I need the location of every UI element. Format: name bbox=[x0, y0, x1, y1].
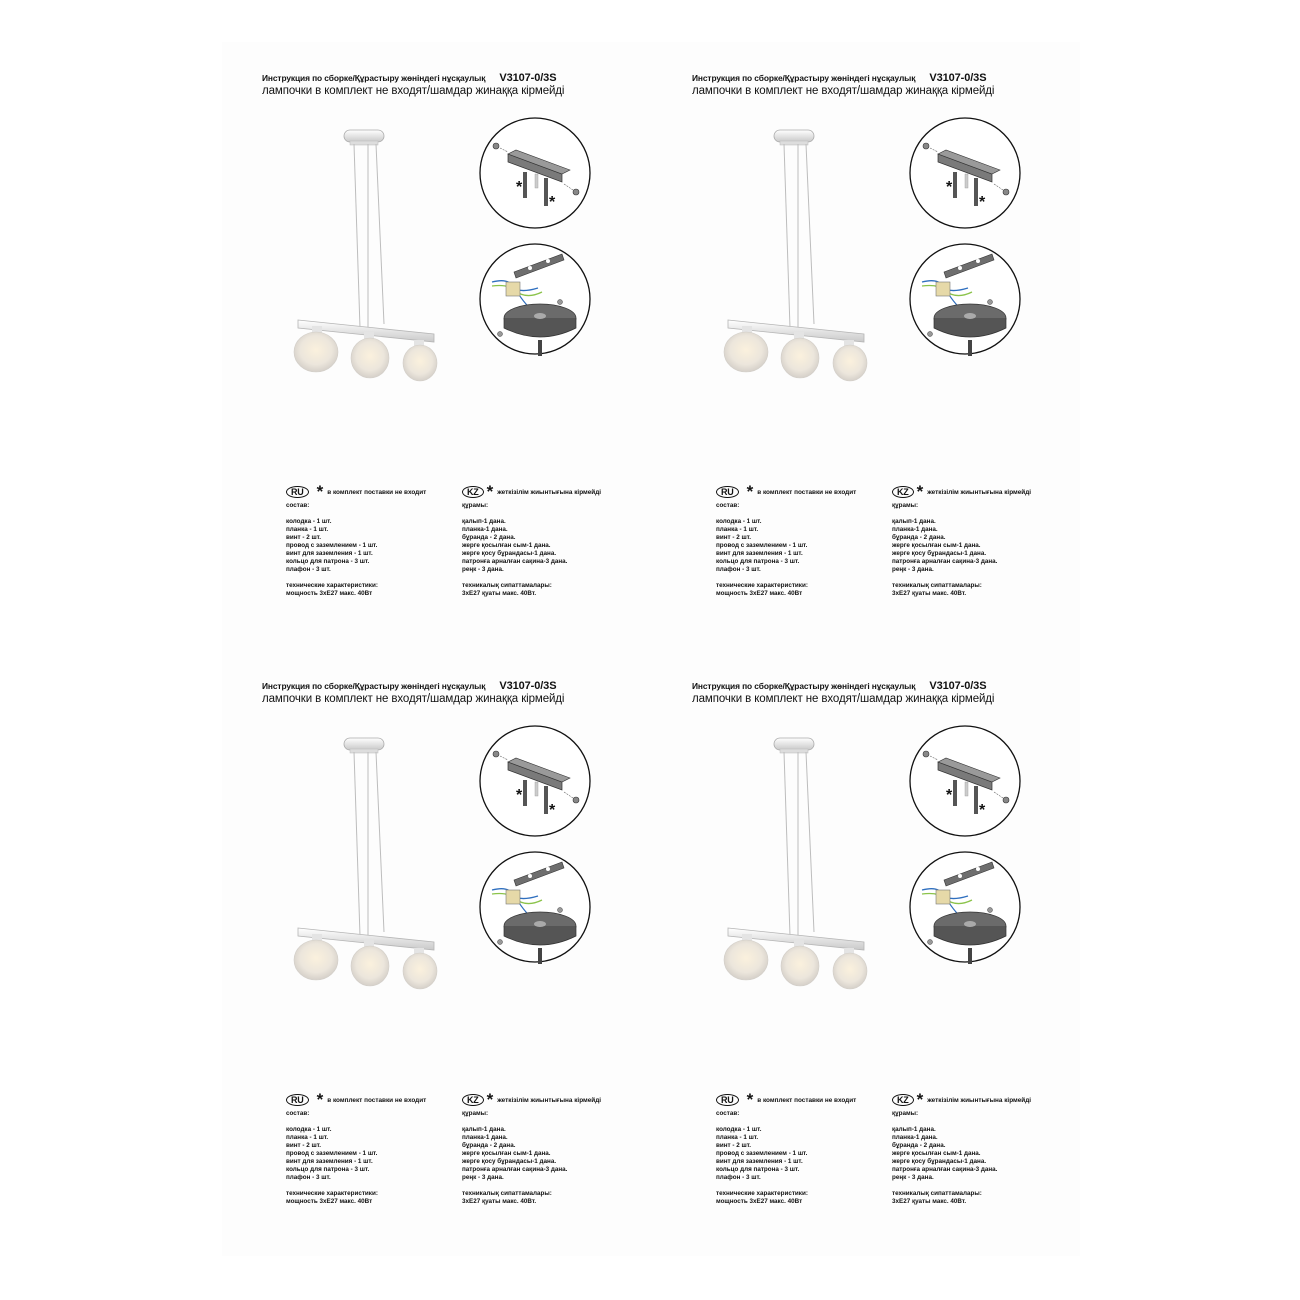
list-item: жерге қосылған сым-1 дана. bbox=[462, 542, 551, 549]
instruction-panel bbox=[692, 680, 1122, 1288]
list-item: қалып-1 дана. bbox=[462, 518, 506, 525]
list-item: патронға арналған сақина-3 дана. bbox=[462, 558, 568, 565]
ru-specs-title: технические характеристики: bbox=[286, 1190, 378, 1197]
kz-badge: KZ bbox=[462, 1094, 484, 1106]
pendant-lamp-illustration bbox=[718, 120, 878, 390]
list-item: винт для заземления - 1 шт. bbox=[286, 550, 373, 557]
bracket-mounting-detail-icon bbox=[478, 116, 592, 230]
not-included-marker: * bbox=[979, 194, 986, 211]
list-item: қалып-1 дана. bbox=[892, 1126, 936, 1133]
list-item: плафон - 3 шт. bbox=[286, 1174, 331, 1181]
list-item: провод с заземлением - 1 шт. bbox=[716, 1150, 808, 1157]
list-item: жерге қосу бұрандасы-1 дана. bbox=[892, 1158, 987, 1165]
not-included-marker: * bbox=[516, 179, 523, 196]
pendant-lamp-illustration bbox=[288, 120, 448, 390]
list-item: бұранда - 2 дана. bbox=[892, 1142, 946, 1149]
ru-badge: RU bbox=[716, 1094, 739, 1106]
ru-contents-title: состав: bbox=[716, 1110, 740, 1117]
ru-legend bbox=[286, 1092, 426, 1108]
list-item: провод с заземлением - 1 шт. bbox=[716, 542, 808, 549]
list-item: планка-1 дана. bbox=[892, 1134, 938, 1141]
list-item: винт - 2 шт. bbox=[716, 1142, 752, 1149]
list-item: бұранда - 2 дана. bbox=[462, 534, 516, 541]
kz-note: жеткізілім жиынтығына кірмейді bbox=[927, 488, 1032, 496]
kz-legend bbox=[892, 1092, 1031, 1108]
ru-note: в комплект поставки не входит bbox=[757, 488, 857, 496]
ru-contents-title: состав: bbox=[716, 502, 740, 509]
kz-contents-title: құрамы: bbox=[892, 502, 919, 509]
pendant-lamp-illustration bbox=[718, 728, 878, 998]
asterisk-icon: * bbox=[916, 482, 924, 501]
kz-badge: KZ bbox=[892, 486, 914, 498]
kz-contents bbox=[892, 1110, 997, 1206]
bulbs-not-included-note: лампочки в комплект не входят/шамдар жинаққа кірмейді bbox=[692, 85, 995, 97]
list-item: жерге қосу бұрандасы-1 дана. bbox=[892, 550, 987, 557]
model-number: V3107-0/3S bbox=[499, 680, 557, 692]
list-item: патронға арналған сақина-3 дана. bbox=[892, 1166, 998, 1173]
kz-note: жеткізілім жиынтығына кірмейді bbox=[497, 488, 602, 496]
ru-contents bbox=[716, 502, 808, 598]
ru-note: в комплект поставки не входит bbox=[327, 1096, 427, 1104]
model-number: V3107-0/3S bbox=[499, 72, 557, 84]
kz-power: 3хЕ27 қуаты макс. 40Вт. bbox=[892, 1198, 967, 1205]
list-item: қалып-1 дана. bbox=[462, 1126, 506, 1133]
list-item: плафон - 3 шт. bbox=[716, 1174, 761, 1181]
instruction-panel bbox=[692, 72, 1122, 680]
list-item: планка - 1 шт. bbox=[286, 526, 329, 533]
list-item: реңк - 3 дана. bbox=[892, 566, 934, 573]
instruction-title: Инструкция по сборке/Құрастыру жөніндегі нұсқаулық V3107-0/3S bbox=[692, 680, 987, 692]
ru-specs-title: технические характеристики: bbox=[716, 582, 808, 589]
ru-legend bbox=[286, 484, 426, 500]
list-item: винт для заземления - 1 шт. bbox=[286, 1158, 373, 1165]
model-number: V3107-0/3S bbox=[929, 680, 987, 692]
instruction-panel bbox=[262, 680, 692, 1288]
list-item: колодка - 1 шт. bbox=[716, 1126, 762, 1133]
ru-badge: RU bbox=[716, 486, 739, 498]
not-included-marker: * bbox=[979, 802, 986, 819]
kz-contents-title: құрамы: bbox=[462, 1110, 489, 1117]
not-included-marker: * bbox=[549, 194, 556, 211]
list-item: кольцо для патрона - 3 шт. bbox=[716, 1166, 800, 1173]
ru-contents-title: состав: bbox=[286, 502, 310, 509]
ru-specs-title: технические характеристики: bbox=[286, 582, 378, 589]
list-item: планка-1 дана. bbox=[462, 1134, 508, 1141]
list-item: винт для заземления - 1 шт. bbox=[716, 1158, 803, 1165]
list-item: жерге қосылған сым-1 дана. bbox=[462, 1150, 551, 1157]
model-number: V3107-0/3S bbox=[929, 72, 987, 84]
list-item: колодка - 1 шт. bbox=[286, 1126, 332, 1133]
list-item: бұранда - 2 дана. bbox=[462, 1142, 516, 1149]
list-item: плафон - 3 шт. bbox=[716, 566, 761, 573]
not-included-marker: * bbox=[549, 802, 556, 819]
ru-power: мощность 3хЕ27 макс. 40Вт bbox=[286, 1198, 373, 1205]
bracket-mounting-detail-icon bbox=[908, 116, 1022, 230]
list-item: колодка - 1 шт. bbox=[286, 518, 332, 525]
list-item: жерге қосылған сым-1 дана. bbox=[892, 1150, 981, 1157]
instruction-title: Инструкция по сборке/Құрастыру жөніндегі нұсқаулық V3107-0/3S bbox=[692, 72, 987, 84]
bracket-mounting-detail-icon bbox=[908, 724, 1022, 838]
ru-contents bbox=[286, 502, 378, 598]
asterisk-icon: * bbox=[916, 1090, 924, 1109]
not-included-marker: * bbox=[516, 787, 523, 804]
kz-contents-title: құрамы: bbox=[892, 1110, 919, 1117]
ru-specs-title: технические характеристики: bbox=[716, 1190, 808, 1197]
kz-specs-title: техникалық сипаттамалары: bbox=[892, 582, 982, 589]
list-item: реңк - 3 дана. bbox=[462, 566, 504, 573]
list-item: винт - 2 шт. bbox=[716, 534, 752, 541]
list-item: плафон - 3 шт. bbox=[286, 566, 331, 573]
ru-contents bbox=[286, 1110, 378, 1206]
bulbs-not-included-note: лампочки в комплект не входят/шамдар жинаққа кірмейді bbox=[262, 693, 565, 705]
ru-note: в комплект поставки не входит bbox=[327, 488, 427, 496]
list-item: планка-1 дана. bbox=[892, 526, 938, 533]
list-item: реңк - 3 дана. bbox=[892, 1174, 934, 1181]
kz-power: 3хЕ27 қуаты макс. 40Вт. bbox=[462, 590, 537, 597]
not-included-marker: * bbox=[946, 787, 953, 804]
instruction-title: Инструкция по сборке/Құрастыру жөніндегі нұсқаулық V3107-0/3S bbox=[262, 72, 557, 84]
ru-legend bbox=[716, 1092, 856, 1108]
pendant-lamp-illustration bbox=[288, 728, 448, 998]
kz-specs-title: техникалық сипаттамалары: bbox=[462, 1190, 552, 1197]
list-item: винт - 2 шт. bbox=[286, 534, 322, 541]
ru-power: мощность 3хЕ27 макс. 40Вт bbox=[716, 1198, 803, 1205]
list-item: қалып-1 дана. bbox=[892, 518, 936, 525]
ru-note: в комплект поставки не входит bbox=[757, 1096, 857, 1104]
list-item: патронға арналған сақина-3 дана. bbox=[892, 558, 998, 565]
kz-note: жеткізілім жиынтығына кірмейді bbox=[497, 1096, 602, 1104]
list-item: бұранда - 2 дана. bbox=[892, 534, 946, 541]
kz-specs-title: техникалық сипаттамалары: bbox=[892, 1190, 982, 1197]
kz-legend bbox=[892, 484, 1031, 500]
list-item: патронға арналған сақина-3 дана. bbox=[462, 1166, 568, 1173]
list-item: планка - 1 шт. bbox=[286, 1134, 329, 1141]
asterisk-icon: * bbox=[486, 1090, 494, 1109]
wiring-detail-icon bbox=[478, 850, 592, 964]
ru-power: мощность 3хЕ27 макс. 40Вт bbox=[286, 590, 373, 597]
list-item: колодка - 1 шт. bbox=[716, 518, 762, 525]
ru-contents bbox=[716, 1110, 808, 1206]
ru-legend bbox=[716, 484, 856, 500]
list-item: планка - 1 шт. bbox=[716, 526, 759, 533]
list-item: жерге қосу бұрандасы-1 дана. bbox=[462, 550, 557, 557]
kz-specs-title: техникалық сипаттамалары: bbox=[462, 582, 552, 589]
list-item: жерге қосу бұрандасы-1 дана. bbox=[462, 1158, 557, 1165]
bracket-mounting-detail-icon bbox=[478, 724, 592, 838]
list-item: провод с заземлением - 1 шт. bbox=[286, 542, 378, 549]
list-item: реңк - 3 дана. bbox=[462, 1174, 504, 1181]
kz-power: 3хЕ27 қуаты макс. 40Вт. bbox=[462, 1198, 537, 1205]
list-item: планка - 1 шт. bbox=[716, 1134, 759, 1141]
list-item: провод с заземлением - 1 шт. bbox=[286, 1150, 378, 1157]
kz-legend bbox=[462, 1092, 601, 1108]
wiring-detail-icon bbox=[478, 242, 592, 356]
wiring-detail-icon bbox=[908, 850, 1022, 964]
instruction-panel bbox=[262, 72, 692, 680]
list-item: винт - 2 шт. bbox=[286, 1142, 322, 1149]
kz-power: 3хЕ27 қуаты макс. 40Вт. bbox=[892, 590, 967, 597]
kz-contents-title: құрамы: bbox=[462, 502, 489, 509]
asterisk-icon: * bbox=[746, 1090, 754, 1109]
list-item: кольцо для патрона - 3 шт. bbox=[286, 558, 370, 565]
list-item: кольцо для патрона - 3 шт. bbox=[286, 1166, 370, 1173]
ru-power: мощность 3хЕ27 макс. 40Вт bbox=[716, 590, 803, 597]
kz-contents bbox=[462, 502, 567, 598]
kz-contents bbox=[462, 1110, 567, 1206]
list-item: жерге қосылған сым-1 дана. bbox=[892, 542, 981, 549]
kz-contents bbox=[892, 502, 997, 598]
list-item: винт для заземления - 1 шт. bbox=[716, 550, 803, 557]
list-item: планка-1 дана. bbox=[462, 526, 508, 533]
asterisk-icon: * bbox=[316, 482, 324, 501]
ru-badge: RU bbox=[286, 1094, 309, 1106]
ru-badge: RU bbox=[286, 486, 309, 498]
instruction-title: Инструкция по сборке/Құрастыру жөніндегі нұсқаулық V3107-0/3S bbox=[262, 680, 557, 692]
kz-legend bbox=[462, 484, 601, 500]
bulbs-not-included-note: лампочки в комплект не входят/шамдар жинаққа кірмейді bbox=[692, 693, 995, 705]
wiring-detail-icon bbox=[908, 242, 1022, 356]
asterisk-icon: * bbox=[486, 482, 494, 501]
ru-contents-title: состав: bbox=[286, 1110, 310, 1117]
asterisk-icon: * bbox=[316, 1090, 324, 1109]
bulbs-not-included-note: лампочки в комплект не входят/шамдар жинаққа кірмейді bbox=[262, 85, 565, 97]
not-included-marker: * bbox=[946, 179, 953, 196]
list-item: кольцо для патрона - 3 шт. bbox=[716, 558, 800, 565]
kz-badge: KZ bbox=[462, 486, 484, 498]
kz-note: жеткізілім жиынтығына кірмейді bbox=[927, 1096, 1032, 1104]
asterisk-icon: * bbox=[746, 482, 754, 501]
kz-badge: KZ bbox=[892, 1094, 914, 1106]
